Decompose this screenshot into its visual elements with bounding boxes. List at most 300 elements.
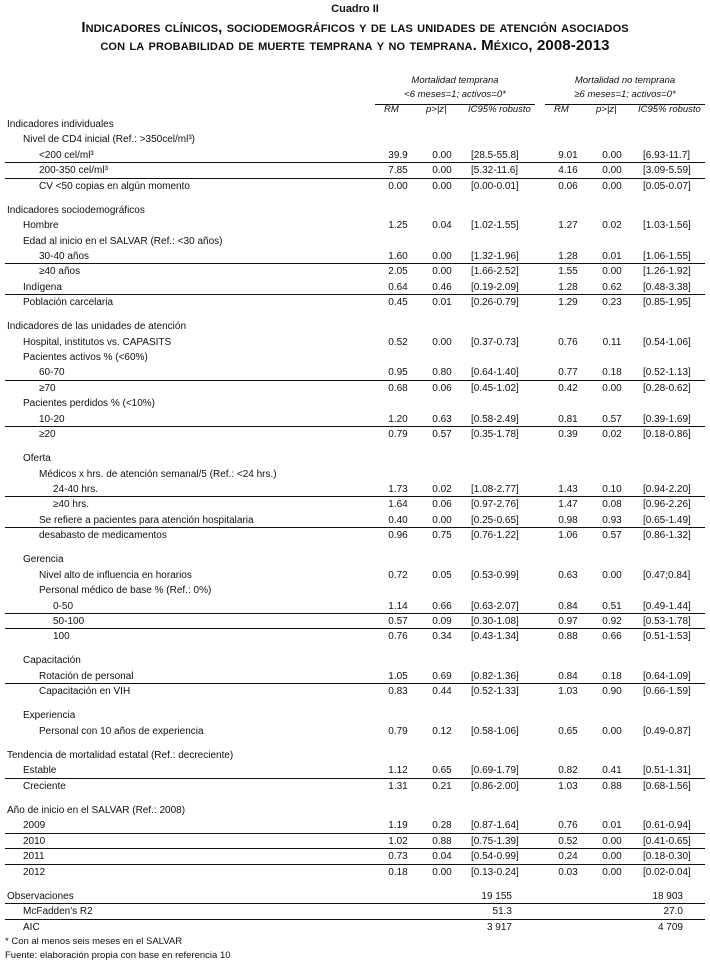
row-label: 60-70 bbox=[39, 367, 65, 379]
table-row bbox=[5, 280, 705, 295]
col-header-rm: RM bbox=[384, 104, 399, 115]
rm-value: 0.84 bbox=[558, 600, 578, 612]
p-value: 0.01 bbox=[602, 250, 622, 262]
rm-value: 0.39 bbox=[558, 429, 578, 441]
rm-value: 0.73 bbox=[388, 851, 408, 863]
table-row bbox=[5, 629, 705, 644]
p-value: 0.08 bbox=[602, 499, 622, 511]
p-value: 0.02 bbox=[602, 429, 622, 441]
stats-row bbox=[5, 889, 705, 904]
rm-value: 0.68 bbox=[388, 382, 408, 394]
row-label: Estable bbox=[23, 765, 57, 777]
table-row bbox=[5, 684, 705, 699]
rm-value: 0.76 bbox=[558, 820, 578, 832]
ci-value: [0.66-1.59] bbox=[643, 686, 691, 698]
section-header bbox=[5, 117, 705, 132]
rm-value: 1.64 bbox=[388, 499, 408, 511]
table-row bbox=[5, 218, 705, 233]
row-label: 100 bbox=[53, 631, 70, 643]
rm-value: 0.72 bbox=[388, 569, 408, 581]
section-header bbox=[5, 396, 705, 411]
ci-value: [0.64-1.09] bbox=[643, 670, 691, 682]
table-row bbox=[5, 335, 705, 350]
col-header-rm: RM bbox=[554, 104, 569, 115]
rm-value: 1.55 bbox=[558, 266, 578, 278]
stat-value: 27.0 bbox=[663, 906, 683, 918]
rm-value: 0.00 bbox=[388, 180, 408, 192]
ci-value: [0.19-2.09] bbox=[471, 281, 519, 293]
p-value: 0.02 bbox=[432, 483, 452, 495]
rm-value: 1.29 bbox=[558, 297, 578, 309]
rm-value: 1.03 bbox=[558, 780, 578, 792]
table-row bbox=[5, 497, 705, 512]
rm-value: 1.25 bbox=[388, 220, 408, 232]
ci-value: [0.30-1.08] bbox=[471, 615, 519, 627]
p-value: 0.62 bbox=[602, 281, 622, 293]
row-label: Oferta bbox=[23, 453, 51, 465]
row-label: Población carcelaria bbox=[23, 297, 114, 309]
rm-value: 0.96 bbox=[388, 530, 408, 542]
rm-value: 0.57 bbox=[388, 615, 408, 627]
footnote: * Con al menos seis meses en el SALVAR bbox=[5, 936, 183, 947]
rm-value: 4.16 bbox=[558, 165, 578, 177]
rm-value: 1.06 bbox=[558, 530, 578, 542]
rm-value: 1.19 bbox=[388, 820, 408, 832]
table-row bbox=[5, 834, 705, 849]
p-value: 0.00 bbox=[602, 149, 622, 161]
rm-value: 0.42 bbox=[558, 382, 578, 394]
p-value: 0.75 bbox=[432, 530, 452, 542]
ci-value: [1.26-1.92] bbox=[643, 266, 691, 278]
row-label: 24-40 hrs. bbox=[53, 483, 99, 495]
p-value: 0.06 bbox=[432, 499, 452, 511]
p-value: 0.00 bbox=[602, 569, 622, 581]
ci-value: [1.32-1.96] bbox=[471, 250, 519, 262]
row-label: 2012 bbox=[23, 866, 46, 878]
table-row bbox=[5, 264, 705, 279]
group-definition: ≥6 meses=1; activos=0* bbox=[574, 89, 676, 100]
ci-value: [0.49-1.44] bbox=[643, 600, 691, 612]
p-value: 0.66 bbox=[602, 631, 622, 643]
table-caption: Cuadro II bbox=[331, 3, 379, 15]
row-label: Personal médico de base % (Ref.: 0%) bbox=[39, 585, 212, 597]
ci-value: [0.45-1.02] bbox=[471, 382, 519, 394]
row-label: Edad al inicio en el SALVAR (Ref.: <30 años) bbox=[23, 235, 223, 247]
row-label: 2011 bbox=[23, 851, 45, 863]
row-label: Indicadores de las unidades de atención bbox=[7, 321, 187, 333]
rm-value: 1.47 bbox=[558, 499, 578, 511]
section-header bbox=[5, 132, 705, 147]
table-row bbox=[5, 295, 705, 310]
p-value: 0.05 bbox=[432, 569, 452, 581]
ci-value: [0.52-1.13] bbox=[643, 367, 691, 379]
section-header bbox=[5, 803, 705, 818]
p-value: 0.00 bbox=[602, 382, 622, 394]
rm-value: 0.40 bbox=[388, 514, 408, 526]
ci-value: [6.93-11.7] bbox=[643, 149, 691, 161]
p-value: 0.00 bbox=[602, 851, 622, 863]
ci-value: [0.97-2.76] bbox=[471, 499, 519, 511]
p-value: 0.57 bbox=[602, 530, 622, 542]
row-label: Nivel alto de influencia en horarios bbox=[39, 569, 192, 581]
row-label: desabasto de medicamentos bbox=[39, 530, 167, 542]
rm-value: 1.43 bbox=[558, 483, 578, 495]
ci-value: [0.75-1.39] bbox=[471, 835, 519, 847]
col-header-p: p>|z| bbox=[596, 104, 617, 115]
rm-value: 2.05 bbox=[388, 266, 408, 278]
rm-value: 1.02 bbox=[388, 835, 408, 847]
row-label: ≥20 bbox=[39, 429, 56, 441]
rm-value: 1.05 bbox=[388, 670, 408, 682]
section-header bbox=[5, 203, 705, 218]
p-value: 0.00 bbox=[432, 866, 452, 878]
p-value: 0.93 bbox=[602, 514, 622, 526]
group-header-late bbox=[545, 74, 705, 105]
table-row bbox=[5, 249, 705, 264]
p-value: 0.00 bbox=[602, 835, 622, 847]
ci-value: [0.69-1.79] bbox=[471, 765, 519, 777]
section-header bbox=[5, 708, 705, 723]
p-value: 0.00 bbox=[602, 725, 622, 737]
stat-label: McFadden's R2 bbox=[23, 906, 93, 918]
rm-value: 0.81 bbox=[558, 413, 578, 425]
row-label: Personal con 10 años de experiencia bbox=[39, 725, 204, 737]
p-value: 0.46 bbox=[432, 281, 452, 293]
table-row bbox=[5, 482, 705, 497]
section-header bbox=[5, 350, 705, 365]
rm-value: 0.79 bbox=[388, 429, 408, 441]
stat-value: 51.3 bbox=[492, 906, 512, 918]
row-label: Año de inicio en el SALVAR (Ref.: 2008) bbox=[7, 805, 186, 816]
stat-value: 18 903 bbox=[652, 890, 683, 902]
row-label: 10-20 bbox=[39, 413, 65, 425]
ci-value: [0.52-1.33] bbox=[471, 686, 519, 698]
row-label: 2009 bbox=[23, 820, 46, 832]
row-label: ≥70 bbox=[39, 382, 56, 394]
p-value: 0.88 bbox=[602, 780, 622, 792]
section-header bbox=[5, 748, 705, 763]
rm-value: 1.28 bbox=[558, 281, 578, 293]
p-value: 0.41 bbox=[602, 765, 622, 777]
ci-value: [0.43-1.34] bbox=[471, 631, 519, 643]
table-row bbox=[5, 724, 705, 739]
row-label: 50-100 bbox=[53, 615, 85, 627]
stat-value: 4 709 bbox=[657, 921, 683, 933]
p-value: 0.69 bbox=[432, 670, 452, 682]
rm-value: 0.77 bbox=[558, 367, 578, 379]
row-label: Médicos x hrs. de atención semanal/5 (Ref.: <24 hrs.) bbox=[39, 468, 277, 480]
ci-value: [1.02-1.55] bbox=[471, 220, 519, 232]
section-header bbox=[5, 653, 705, 668]
table-row bbox=[5, 148, 705, 163]
rm-value: 1.73 bbox=[388, 483, 408, 495]
p-value: 0.12 bbox=[432, 725, 452, 737]
table-row bbox=[5, 163, 705, 178]
p-value: 0.06 bbox=[432, 382, 452, 394]
rm-value: 1.31 bbox=[388, 780, 408, 792]
p-value: 0.18 bbox=[602, 670, 622, 682]
p-value: 0.34 bbox=[432, 631, 452, 643]
table-row bbox=[5, 427, 705, 442]
rm-value: 0.95 bbox=[388, 367, 408, 379]
p-value: 0.00 bbox=[602, 165, 622, 177]
p-value: 0.01 bbox=[432, 297, 452, 309]
p-value: 0.44 bbox=[432, 686, 452, 698]
ci-value: [0.53-0.99] bbox=[471, 569, 519, 581]
ci-value: [0.82-1.36] bbox=[471, 670, 519, 682]
p-value: 0.00 bbox=[432, 250, 452, 262]
rm-value: 0.82 bbox=[558, 765, 578, 777]
ci-value: [0.25-0.65] bbox=[471, 514, 519, 526]
ci-value: [5.32-11.6] bbox=[471, 165, 519, 177]
rm-value: 1.60 bbox=[388, 250, 408, 262]
section-header bbox=[5, 319, 705, 334]
ci-value: [0.05-0.07] bbox=[643, 180, 691, 192]
p-value: 0.88 bbox=[432, 835, 452, 847]
p-value: 0.57 bbox=[432, 429, 452, 441]
row-label: Indicadores sociodemográficos bbox=[7, 204, 145, 216]
p-value: 0.11 bbox=[602, 336, 622, 348]
p-value: 0.90 bbox=[602, 686, 622, 698]
row-label: Pacientes perdidos % (<10%) bbox=[23, 398, 156, 410]
title-line-1: Indicadores clínicos, sociodemográficos y de las unidades de atención asociados bbox=[81, 19, 629, 36]
row-label: Creciente bbox=[23, 780, 66, 792]
rm-value: 1.20 bbox=[388, 413, 408, 425]
p-value: 0.10 bbox=[602, 483, 622, 495]
title-line-2: con la probabilidad de muerte temprana y no temprana. México, 2008-2013 bbox=[100, 37, 610, 54]
row-label: Tendencia de mortalidad estatal (Ref.: decreciente) bbox=[7, 750, 234, 762]
p-value: 0.02 bbox=[602, 220, 622, 232]
rm-value: 0.03 bbox=[558, 866, 578, 878]
p-value: 0.18 bbox=[602, 367, 622, 379]
ci-value: [0.13-0.24] bbox=[471, 866, 519, 878]
rm-value: 0.24 bbox=[558, 851, 578, 863]
col-header-p: p>|z| bbox=[426, 104, 447, 115]
table-row bbox=[5, 568, 705, 583]
rm-value: 0.76 bbox=[558, 336, 578, 348]
p-value: 0.04 bbox=[432, 220, 452, 232]
ci-value: [0.18-0.86] bbox=[643, 429, 691, 441]
row-label: Se refiere a pacientes para atención hospitalaria bbox=[39, 514, 254, 526]
ci-value: [0.39-1.69] bbox=[643, 413, 691, 425]
ci-value: [0.96-2.26] bbox=[643, 499, 691, 511]
rm-value: 0.64 bbox=[388, 281, 408, 293]
rm-value: 1.12 bbox=[388, 765, 408, 777]
ci-value: [1.03-1.56] bbox=[643, 220, 691, 232]
group-name: Mortalidad no temprana bbox=[574, 75, 676, 86]
ci-value: [0.49-0.87] bbox=[643, 725, 691, 737]
rm-value: 0.83 bbox=[388, 686, 408, 698]
p-value: 0.00 bbox=[432, 514, 452, 526]
rm-value: 0.52 bbox=[558, 835, 578, 847]
row-label: Hombre bbox=[23, 220, 59, 232]
ci-value: [0.37-0.73] bbox=[471, 336, 519, 348]
ci-value: [0.64-1.40] bbox=[471, 367, 519, 379]
row-label: Capacitación en VIH bbox=[39, 686, 131, 698]
rm-value: 1.14 bbox=[388, 600, 408, 612]
p-value: 0.09 bbox=[432, 615, 452, 627]
ci-value: [0.41-0.65] bbox=[643, 835, 691, 847]
col-header-ic: IC95% robusto bbox=[638, 104, 701, 115]
p-value: 0.23 bbox=[602, 297, 622, 309]
p-value: 0.00 bbox=[602, 180, 622, 192]
ci-value: [0.54-0.99] bbox=[471, 851, 519, 863]
row-label: Rotación de personal bbox=[39, 670, 134, 682]
ci-value: [0.35-1.78] bbox=[471, 429, 519, 441]
ci-value: [1.66-2.52] bbox=[471, 266, 519, 278]
rm-value: 0.97 bbox=[558, 615, 578, 627]
group-header-early bbox=[375, 74, 535, 105]
ci-value: [0.53-1.78] bbox=[643, 615, 691, 627]
source-note: Fuente: elaboración propia con base en referencia 10 bbox=[5, 950, 231, 961]
group-name: Mortalidad temprana bbox=[411, 75, 499, 86]
row-label: Indicadores individuales bbox=[7, 119, 114, 130]
ci-value: [0.63-2.07] bbox=[471, 600, 519, 612]
ci-value: [0.58-2.49] bbox=[471, 413, 519, 425]
p-value: 0.63 bbox=[432, 413, 452, 425]
p-value: 0.00 bbox=[602, 266, 622, 278]
ci-value: [0.02-0.04] bbox=[643, 866, 691, 878]
row-label: Experiencia bbox=[23, 710, 76, 722]
row-label: Capacitación bbox=[23, 655, 81, 667]
ci-value: [0.65-1.49] bbox=[643, 514, 691, 526]
p-value: 0.21 bbox=[432, 780, 452, 792]
rm-value: 9.01 bbox=[558, 149, 578, 161]
p-value: 0.00 bbox=[432, 165, 452, 177]
row-label: Gerencia bbox=[23, 554, 64, 566]
ci-value: [0.87-1.64] bbox=[471, 820, 519, 832]
row-label: ≥40 años bbox=[39, 266, 81, 278]
ci-value: [0.18-0.30] bbox=[643, 851, 691, 863]
ci-value: [0.47;0.84] bbox=[643, 569, 691, 581]
table-row bbox=[5, 179, 705, 194]
rm-value: 0.45 bbox=[388, 297, 408, 309]
ci-value: [0.86-1.32] bbox=[643, 530, 691, 542]
ci-value: [0.00-0.01] bbox=[471, 180, 519, 192]
rm-value: 0.88 bbox=[558, 631, 578, 643]
rm-value: 1.27 bbox=[558, 220, 578, 232]
stat-label: Observaciones bbox=[7, 890, 74, 902]
ci-value: [0.54-1.06] bbox=[643, 336, 691, 348]
rm-value: 0.98 bbox=[558, 514, 578, 526]
p-value: 0.01 bbox=[602, 820, 622, 832]
row-label: 30-40 años bbox=[39, 250, 90, 262]
ci-value: [0.85-1.95] bbox=[643, 297, 691, 309]
ci-value: [0.58-1.06] bbox=[471, 725, 519, 737]
ci-value: [0.28-0.62] bbox=[643, 382, 691, 394]
row-label: <200 cel/ml³ bbox=[39, 149, 94, 161]
rm-value: 0.65 bbox=[558, 725, 578, 737]
p-value: 0.04 bbox=[432, 851, 452, 863]
results-table bbox=[5, 117, 705, 935]
row-label: CV <50 copias en algún momento bbox=[39, 180, 190, 192]
table-row bbox=[5, 669, 705, 684]
p-value: 0.28 bbox=[432, 820, 452, 832]
section-header bbox=[5, 451, 705, 466]
ci-value: [0.48-3.38] bbox=[643, 281, 691, 293]
rm-value: 1.28 bbox=[558, 250, 578, 262]
rm-value: 0.18 bbox=[388, 866, 408, 878]
stat-label: AIC bbox=[23, 921, 40, 933]
table-row bbox=[5, 513, 705, 528]
row-label: Pacientes activos % (<60%) bbox=[23, 352, 148, 364]
row-label: Nivel de CD4 inicial (Ref.: >350cel/ml³) bbox=[23, 134, 196, 146]
ci-value: [0.26-0.79] bbox=[471, 297, 519, 309]
ci-value: [0.51-1.53] bbox=[643, 631, 691, 643]
stat-value: 19 155 bbox=[481, 890, 512, 902]
rm-value: 0.84 bbox=[558, 670, 578, 682]
ci-value: [1.06-1.55] bbox=[643, 250, 691, 262]
rm-value: 0.52 bbox=[388, 336, 408, 348]
ci-value: [0.68-1.56] bbox=[643, 780, 691, 792]
row-label: 2010 bbox=[23, 835, 46, 847]
section-header bbox=[5, 467, 705, 482]
p-value: 0.66 bbox=[432, 600, 452, 612]
table-row bbox=[5, 818, 705, 833]
table-row bbox=[5, 865, 705, 880]
stat-value: 3 917 bbox=[486, 921, 512, 933]
row-label: Indígena bbox=[23, 281, 62, 293]
table-row bbox=[5, 779, 705, 794]
p-value: 0.92 bbox=[602, 615, 622, 627]
row-label: 0-50 bbox=[53, 600, 74, 612]
p-value: 0.80 bbox=[432, 367, 452, 379]
table-row bbox=[5, 528, 705, 543]
col-header-ic: IC95% robusto bbox=[468, 104, 531, 115]
ci-value: [28.5-55.8] bbox=[471, 149, 519, 161]
p-value: 0.51 bbox=[602, 600, 622, 612]
rm-value: 0.79 bbox=[388, 725, 408, 737]
section-header bbox=[5, 583, 705, 598]
row-label: Hospital, institutos vs. CAPASITS bbox=[23, 336, 172, 348]
stats-row bbox=[5, 904, 705, 919]
section-header bbox=[5, 234, 705, 249]
p-value: 0.57 bbox=[602, 413, 622, 425]
table-row bbox=[5, 849, 705, 864]
rm-value: 7.85 bbox=[388, 165, 408, 177]
p-value: 0.00 bbox=[432, 336, 452, 348]
p-value: 0.00 bbox=[602, 866, 622, 878]
ci-value: [0.61-0.94] bbox=[643, 820, 691, 832]
rm-value: 0.76 bbox=[388, 631, 408, 643]
table-title bbox=[0, 19, 710, 55]
table-row bbox=[5, 614, 705, 629]
ci-value: [0.76-1.22] bbox=[471, 530, 519, 542]
stats-row bbox=[5, 920, 705, 935]
rm-value: 1.03 bbox=[558, 686, 578, 698]
p-value: 0.65 bbox=[432, 765, 452, 777]
rm-value: 39.9 bbox=[388, 149, 408, 161]
p-value: 0.00 bbox=[432, 180, 452, 192]
row-label: 200-350 cel/ml³ bbox=[39, 165, 108, 177]
table-row bbox=[5, 599, 705, 614]
p-value: 0.00 bbox=[432, 149, 452, 161]
ci-value: [0.86-2.00] bbox=[471, 780, 519, 792]
group-definition: <6 meses=1; activos=0* bbox=[404, 89, 506, 100]
table-row bbox=[5, 381, 705, 396]
table-row bbox=[5, 412, 705, 427]
section-header bbox=[5, 552, 705, 567]
ci-value: [0.94-2.20] bbox=[643, 483, 691, 495]
table-row bbox=[5, 763, 705, 778]
p-value: 0.00 bbox=[432, 266, 452, 278]
rm-value: 0.63 bbox=[558, 569, 578, 581]
ci-value: [3.09-5.59] bbox=[643, 165, 691, 177]
row-label: ≥40 hrs. bbox=[53, 499, 90, 511]
ci-value: [1.08-2.77] bbox=[471, 483, 519, 495]
table-row bbox=[5, 365, 705, 380]
ci-value: [0.51-1.31] bbox=[643, 765, 691, 777]
